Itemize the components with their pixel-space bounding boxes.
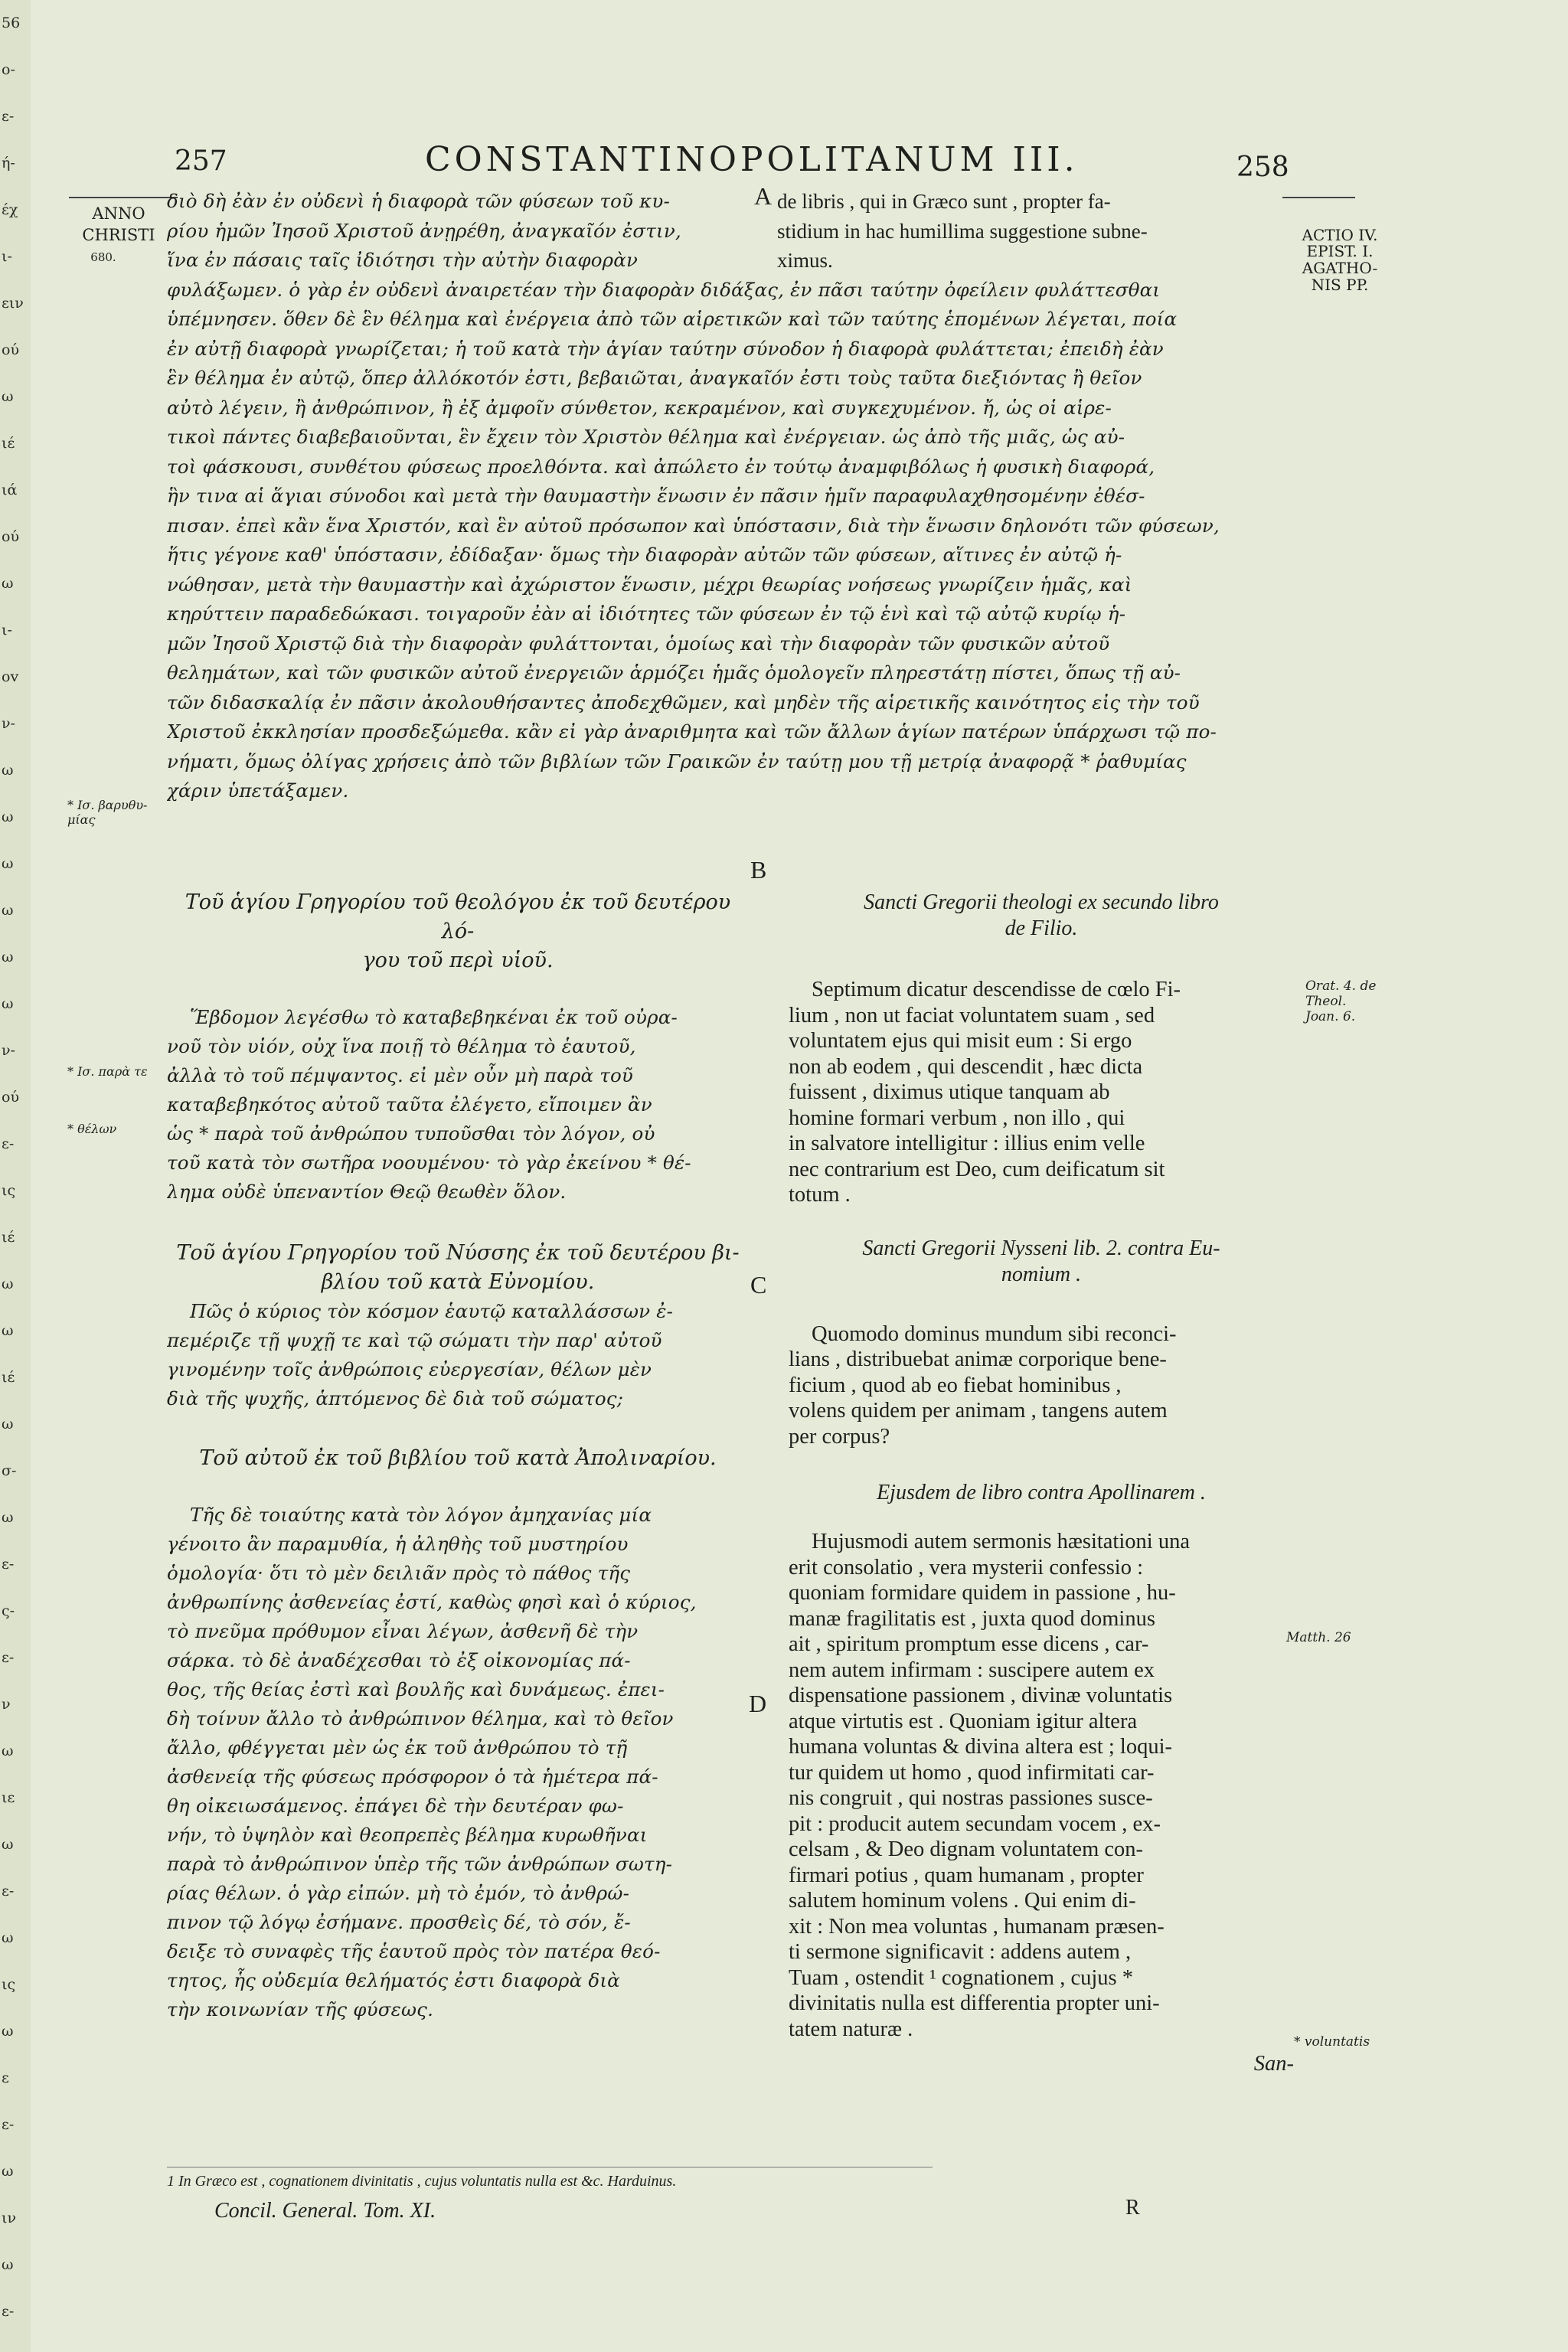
greek-text-line: λημα οὐδὲ ὑπεναντίον Θεῷ θεωθὲν ὅλον. bbox=[167, 1181, 567, 1203]
greek-text-line: κηρύττειν παραδεδώκασι. τοιγαροῦν ἐὰν αἱ ἰδιότητες τῶν φύσεων ἐν τῷ ἑνὶ καὶ τῷ αὐτῷ κυρίῳ ἡ- bbox=[167, 603, 1126, 625]
latin-text-line: atque virtutis est . Quoniam igitur altera bbox=[789, 1709, 1138, 1733]
prev-page-fragment: ω bbox=[2, 1276, 14, 1292]
prev-page-fragment: ω bbox=[2, 855, 14, 872]
latin-text-line: Tuam , ostendit ¹ cognationem , cujus * bbox=[789, 1965, 1134, 1990]
greek-text-line: νώθησαν, μετὰ τὴν θαυμαστὴν καὶ ἀχώριστον ἕνωσιν, μέχρι θεωρίας νοήσεως γνωρίζειν ἡμᾶς, καὶ bbox=[167, 573, 1132, 596]
greek-heading-line: Τοῦ ἁγίου Γρηγορίου τοῦ Νύσσης ἐκ τοῦ δευτέρου βι- bbox=[176, 1241, 740, 1265]
greek-text-line: Ἕβδομον λεγέσθω τὸ καταβεβηκέναι ἐκ τοῦ οὐρα- bbox=[190, 1006, 678, 1028]
latin-text-line: manæ fragilitatis est , juxta quod dominus bbox=[789, 1606, 1155, 1631]
section-letter-d: D bbox=[749, 1690, 767, 1717]
latin-text-line: pit : producit autem secundam vocem , ex- bbox=[789, 1811, 1161, 1836]
christi-label: CHRISTI bbox=[82, 226, 155, 244]
latin-paragraph-2 bbox=[789, 1321, 1294, 1450]
latin-text-line: nec contrarium est Deo, cum deificatum sit bbox=[789, 1157, 1165, 1181]
greek-text-line: γινομένην τοῖς ἀνθρώποις εὐεργεσίαν, θέλων μὲν bbox=[167, 1358, 652, 1380]
latin-text-line: firmari potius , quam humanam , propter bbox=[789, 1863, 1144, 1887]
latin-text-line: celsam , & Deo dignam voluntatem con- bbox=[789, 1838, 1143, 1861]
latin-text-line: quoniam formidare quidem in passione , hu- bbox=[789, 1581, 1176, 1605]
greek-text-line: γένοιτο ἂν παραμυθία, ἡ ἀληθὴς τοῦ μυστηρίου bbox=[167, 1533, 629, 1555]
latin-text-line: de libris , qui in Græco sunt , propter fa- bbox=[777, 190, 1111, 213]
book-page bbox=[31, 0, 1568, 2352]
latin-heading-line: nomium . bbox=[1001, 1262, 1082, 1286]
greek-text-line: ρίου ἡμῶν Ἰησοῦ Χριστοῦ ἀνῃρέθη, ἀναγκαῖόν ἐστιν, bbox=[167, 219, 681, 242]
prev-page-fragment: ω bbox=[2, 902, 14, 919]
prev-page-fragment: ω bbox=[2, 808, 14, 825]
greek-paragraph-2 bbox=[167, 1297, 749, 1413]
greek-text-line: χάριν ὑπετάξαμεν. bbox=[167, 779, 349, 802]
greek-heading-3: Τοῦ αὐτοῦ ἐκ τοῦ βιβλίου τοῦ κατὰ Ἀπολιναρίου. bbox=[199, 1446, 717, 1470]
latin-text-line: nem autem infirmam : suscipere autem ex bbox=[789, 1658, 1155, 1682]
margin-rule-left bbox=[69, 197, 178, 198]
prev-page-fragment: ω bbox=[2, 575, 14, 592]
greek-paragraph-1 bbox=[167, 1003, 749, 1207]
latin-text-line: ximus. bbox=[777, 249, 833, 272]
footnote: 1 In Græco est , cognationem divinitatis , cujus voluntatis nulla est &c. Harduinus. bbox=[167, 2173, 677, 2190]
greek-text-line: ρίας θέλων. ὁ γὰρ εἰπών. μὴ τὸ ἐμόν, τὸ ἀνθρώ- bbox=[167, 1882, 630, 1904]
greek-text-line: ἄλλο, φθέγγεται μὲν ὡς ἐκ τοῦ ἀνθρώπου τὸ τῇ bbox=[167, 1736, 628, 1759]
section-letter-b: B bbox=[750, 856, 767, 884]
greek-heading-line: βλίου τοῦ κατὰ Εὐνομίου. bbox=[321, 1270, 595, 1294]
prev-page-fragment: ω bbox=[2, 1509, 14, 1526]
margin-note-voluntatis: * voluntatis bbox=[1294, 2034, 1370, 2050]
margin-note-matth: Matth. 26 bbox=[1286, 1630, 1351, 1645]
greek-text-line: ἣν τινα αἱ ἅγιαι σύνοδοι καὶ μετὰ τὴν θαυμαστὴν ἕνωσιν ἐν πᾶσιν ἡμῖν παραφυλαχθησομένην ἐθέσ- bbox=[167, 485, 1145, 507]
greek-text-line: νήν, τὸ ὑψηλὸν καὶ θεοπρεπὲς βέλημα κυρωθῆναι bbox=[167, 1824, 648, 1846]
greek-text-line: διὸ δὴ ἐὰν ἐν οὐδενὶ ἡ διαφορὰ τῶν φύσεων τοῦ κυ- bbox=[167, 190, 670, 212]
prev-page-fragment: ω bbox=[2, 1836, 14, 1853]
prev-page-fragment: ιε bbox=[2, 1789, 15, 1806]
prev-page-fragment: ε- bbox=[2, 2116, 15, 2133]
latin-text-line: ait , spiritum promptum esse dicens , car- bbox=[789, 1632, 1149, 1656]
latin-text-line: humana voluntas & divina altera est ; loqui- bbox=[789, 1735, 1173, 1759]
prev-page-fragment: ω bbox=[2, 1929, 14, 1946]
greek-text-line: Χριστοῦ ἐκκλησίαν προσδεξώμεθα. κἂν εἰ γὰρ ἀναριθμητα καὶ τῶν ἄλλων ἁγίων πατέρων ὑπάρχωσι τῷ πο- bbox=[167, 720, 1217, 743]
latin-paragraph-3 bbox=[789, 1529, 1294, 2042]
anno-label: ANNO bbox=[92, 204, 145, 223]
prev-page-fragment: σ- bbox=[2, 1462, 17, 1479]
greek-text-line: Τῆς δὲ τοιαύτης κατὰ τὸν λόγον ἀμηχανίας μία bbox=[190, 1504, 652, 1526]
latin-text-line: dispensatione passionem , divinæ voluntatis bbox=[789, 1684, 1173, 1707]
prev-page-fragment: ιν bbox=[2, 2210, 16, 2226]
margin-note-c: * θέλων bbox=[67, 1122, 117, 1136]
greek-column bbox=[167, 888, 749, 2024]
greek-text-line: τοὶ φάσκουσι, συνθέτου φύσεως προελθόντα. καὶ ἀπώλετο ἐν τούτῳ ἀναμφιβόλως ἡ φυσικὴ διαφορά, bbox=[167, 455, 1155, 478]
greek-text-line: σάρκα. τὸ δὲ ἀναδέχεσθαι τὸ ἐξ οἰκονομίας πά- bbox=[167, 1649, 631, 1671]
latin-text-line: fuissent , diximus utique tanquam ab bbox=[789, 1080, 1110, 1104]
prev-page-fragment: ν- bbox=[2, 1042, 15, 1059]
section-letter-a: A bbox=[754, 182, 773, 210]
epist-label: EPIST. I. bbox=[1306, 242, 1374, 260]
greek-text-line: νοῦ τὸν υἱόν, οὐχ ἵνα ποιῇ τὸ θέλημα τὸ ἑαυτοῦ, bbox=[167, 1035, 636, 1057]
greek-text-line: δειξε τὸ συναφὲς τῆς ἑαυτοῦ πρὸς τὸν πατέρα θεό- bbox=[167, 1940, 661, 1962]
latin-text-line: homine formari verbum , non illo , qui bbox=[789, 1106, 1125, 1130]
prev-page-fragment: έχ bbox=[2, 201, 18, 218]
prev-page-fragment: ω bbox=[2, 1416, 14, 1432]
nis-label: NIS PP. bbox=[1311, 276, 1369, 294]
latin-text-line: salutem hominum volens . Qui enim di- bbox=[789, 1889, 1136, 1913]
latin-text-line: stidium in hac humillima suggestione subne- bbox=[777, 219, 1148, 243]
greek-text-line: φυλάξωμεν. ὁ γὰρ ἐν οὐδενὶ ἀναιρετέαν τὴν διαφορὰν διδάξας, ἐν πᾶσι ταύτην ὀφείλειν φυλάττεσθαι bbox=[167, 278, 1161, 301]
prev-page-fragment: ιέ bbox=[2, 1369, 15, 1386]
greek-text-line: τῶν διδασκαλίᾳ ἐν πᾶσιν ἀκολουθήσαντες ἀποδεχθῶμεν, καὶ μηδὲν τῆς αἱρετικῆς καινότητος εἰς τὴν τοῦ bbox=[167, 691, 1200, 714]
greek-text-line: τικοὶ πάντες διαβεβαιοῦνται, ἓν ἔχειν τὸν Χριστὸν θέλημα καὶ ἐνέργειαν. ὡς ἀπὸ τῆς μιᾶς, ὡς αὐ- bbox=[167, 426, 1125, 448]
greek-text-line: πισαν. ἐπεὶ κἂν ἕνα Χριστόν, καὶ ἓν αὐτοῦ πρόσωπον καὶ ὑπόστασιν, διὰ τὴν ἕνωσιν δηλονότι τῶν φύσεων, bbox=[167, 514, 1220, 537]
latin-text-line: in salvatore intelligitur : illius enim velle bbox=[789, 1132, 1145, 1155]
prev-page-fragment: ε- bbox=[2, 2303, 15, 2320]
greek-text-line: ἀσθενείᾳ τῆς φύσεως πρόσφορον ὁ τὰ ἡμέτερα πά- bbox=[167, 1766, 658, 1788]
greek-heading-1 bbox=[167, 888, 749, 975]
latin-heading-line: de Filio. bbox=[1004, 916, 1078, 940]
volume-label: Concil. General. Tom. XI. bbox=[214, 2199, 436, 2223]
greek-text-line: τὸ πνεῦμα πρόθυμον εἶναι λέγων, ἀσθενῆ δὲ τὴν bbox=[167, 1620, 639, 1642]
top-greek-block bbox=[167, 187, 1289, 806]
greek-text-line: θελημάτων, καὶ τῶν φυσικῶν αὐτοῦ ἐνεργειῶν ἁρμόζει ἡμᾶς ὁμολογεῖν πληρεστάτῃ πίστει, ὅπως τῇ αὐ- bbox=[167, 662, 1181, 684]
latin-paragraph-1 bbox=[789, 977, 1294, 1208]
greek-text-line: Πῶς ὁ κύριος τὸν κόσμον ἑαυτῷ καταλλάσσων ἐ- bbox=[190, 1300, 674, 1322]
prev-page-fragment: ε- bbox=[2, 1649, 15, 1666]
prev-page-fragment: ε- bbox=[2, 1556, 15, 1573]
prev-page-fragment: ν bbox=[2, 1696, 11, 1713]
greek-text-line: ὡς * παρὰ τοῦ ἀνθρώπου τυποῦσθαι τὸν λόγον, οὐ bbox=[167, 1122, 655, 1145]
prev-page-fragment: 56 bbox=[2, 15, 21, 31]
greek-text-line: μῶν Ἰησοῦ Χριστῷ διὰ τὴν διαφορὰν φυλάττονται, ὁμοίως καὶ τὴν διαφορὰν τῶν φυσικῶν αὐτοῦ bbox=[167, 632, 1110, 655]
latin-text-line: lium , non ut faciat voluntatem suam , sed bbox=[789, 1003, 1155, 1027]
prev-page-fragment: o- bbox=[2, 61, 15, 78]
prev-page-fragment: ε- bbox=[2, 1883, 15, 1900]
greek-text-line: καταβεβηκότος αὐτοῦ ταῦτα ἐλέγετο, εἴποιμεν ἂν bbox=[167, 1093, 652, 1116]
prev-page-fragment: ω bbox=[2, 1322, 14, 1339]
latin-text-line: divinitatis nulla est differentia propter uni- bbox=[789, 1991, 1160, 2015]
margin-rule-right bbox=[1282, 197, 1355, 198]
greek-text-line: ὑπέμνησεν. ὅθεν δὲ ἓν θέλημα καὶ ἐνέργεια ἀπὸ τῶν αἱρετικῶν καὶ τῶν ταύτης ἑπομένων λέγεται, ποία bbox=[167, 308, 1178, 330]
greek-text-line: πινον τῷ λόγῳ ἐσήμανε. προσθεὶς δέ, τὸ σόν, ἔ- bbox=[167, 1911, 631, 1933]
greek-heading-line: γου τοῦ περὶ υἱοῦ. bbox=[362, 949, 554, 972]
greek-text-line: διὰ τῆς ψυχῆς, ἁπτόμενος δὲ διὰ τοῦ σώματος; bbox=[167, 1387, 624, 1410]
latin-heading-line: Sancti Gregorii Nysseni lib. 2. contra Eu- bbox=[862, 1236, 1220, 1260]
latin-text-line: non ab eodem , qui descendit , hæc dicta bbox=[789, 1054, 1143, 1079]
greek-text-line: τητος, ἧς οὐδεμία θελήματός ἐστι διαφορὰ διὰ bbox=[167, 1969, 620, 1991]
latin-text-line: per corpus? bbox=[789, 1424, 890, 1449]
prev-page-fragment: ω bbox=[2, 2256, 14, 2273]
greek-text-line: ἀλλὰ τὸ τοῦ πέμψαντος. εἰ μὲν οὖν μὴ παρὰ τοῦ bbox=[167, 1064, 634, 1086]
prev-page-fragment: ω bbox=[2, 388, 14, 405]
margin-note-a: * Ισ. βαρυθυ-μίας bbox=[67, 798, 148, 827]
latin-heading-1 bbox=[789, 890, 1294, 942]
greek-paragraph-3 bbox=[167, 1501, 749, 2024]
latin-text-line: Hujusmodi autem sermonis hæsitationi una bbox=[812, 1530, 1190, 1553]
prev-page-fragment: ή- bbox=[2, 155, 15, 172]
greek-text-line: τὴν κοινωνίαν τῆς φύσεως. bbox=[167, 1998, 434, 2020]
latin-text-line: volens quidem per animam , tangens autem bbox=[789, 1399, 1168, 1423]
margin-note-orat: Orat. 4. de Theol. Joan. 6. bbox=[1305, 978, 1377, 1024]
prev-page-fragment: ω bbox=[2, 949, 14, 965]
prev-page-fragment: ις bbox=[2, 1182, 16, 1199]
catchword: San- bbox=[1253, 2052, 1294, 2076]
prev-page-fragment: ω bbox=[2, 2023, 14, 2040]
latin-text-line: xit : Non mea voluntas , humanam præsen- bbox=[789, 1914, 1165, 1939]
running-title: CONSTANTINOPOLITANUM III. bbox=[425, 140, 1079, 179]
prev-page-fragment: ε- bbox=[2, 108, 15, 125]
prev-page-fragment: ω bbox=[2, 762, 14, 779]
prev-page-fragment: ού bbox=[2, 528, 19, 545]
prev-page-fragment: ν- bbox=[2, 715, 15, 732]
greek-text-line: ἥτις γέγονε καθ' ὑπόστασιν, ἐδίδαξαν· ὅμως τὴν διαφορὰν αὐτῶν τῶν φύσεων, αἵτινες ἐν αὐτῷ ἡ- bbox=[167, 544, 1122, 566]
latin-heading-3: Ejusdem de libro contra Apollinarem . bbox=[877, 1481, 1206, 1504]
prev-page-fragment: ι- bbox=[2, 248, 12, 265]
top-latin-block bbox=[777, 187, 1275, 276]
greek-text-line: παρὰ τὸ ἀνθρώπινον ὑπὲρ τῆς τῶν ἀνθρώπων σωτη- bbox=[167, 1853, 673, 1875]
prev-page-fragment: ις bbox=[2, 1976, 16, 1993]
latin-text-line: ficium , quod ab eo fiebat hominibus , bbox=[789, 1373, 1122, 1397]
prev-page-fragment: ειν bbox=[2, 295, 24, 312]
prev-page-fragment: ω bbox=[2, 2163, 14, 2180]
prev-page-fragment: ς- bbox=[2, 1602, 15, 1619]
prev-page-fragment: ω bbox=[2, 995, 14, 1012]
latin-text-line: voluntatem ejus qui misit eum : Si ergo bbox=[789, 1029, 1132, 1053]
prev-page-fragment: ού bbox=[2, 1089, 19, 1106]
greek-heading-2 bbox=[167, 1239, 749, 1297]
prev-page-fragment: ov bbox=[2, 668, 19, 685]
year-label: 680. bbox=[90, 250, 116, 264]
latin-text-line: Septimum dicatur descendisse de cœlo Fi- bbox=[812, 978, 1181, 1001]
prev-page-fragment: ι- bbox=[2, 622, 12, 639]
page-number-right: 258 bbox=[1236, 152, 1289, 183]
page-number-left: 257 bbox=[175, 145, 227, 177]
greek-text-line: αὐτὸ λέγειν, ἢ ἀνθρώπινον, ἢ ἐξ ἀμφοῖν σύνθετον, κεκραμένον, καὶ συγκεχυμένον. ἤ, ὡς οἱ αἱρε- bbox=[167, 396, 1112, 419]
latin-text-line: Quomodo dominus mundum sibi reconci- bbox=[812, 1321, 1177, 1346]
greek-text-line: δὴ τοίνυν ἄλλο τὸ ἀνθρώπινον θέλημα, καὶ τὸ θεῖον bbox=[167, 1707, 674, 1730]
latin-heading-2 bbox=[789, 1236, 1294, 1288]
greek-text-line: ὁμολογία· ὅτι τὸ μὲν δειλιᾶν πρὸς τὸ πάθος τῆς bbox=[167, 1562, 631, 1584]
signature-mark: R bbox=[1125, 2196, 1140, 2220]
section-letter-c: C bbox=[750, 1271, 767, 1298]
greek-text-line: ἓν θέλημα ἐν αὐτῷ, ὅπερ ἀλλόκοτόν ἐστι, βεβαιῶται, ἀναγκαῖόν ἐστι τοὺς ταῦτα διεξιόντας ἢ θεῖον bbox=[167, 367, 1142, 389]
previous-page-strip bbox=[0, 0, 31, 2352]
prev-page-fragment: ε bbox=[2, 2069, 9, 2086]
latin-text-line: nis congruit , qui nostras passiones susce- bbox=[789, 1786, 1153, 1810]
latin-text-line: erit consolatio , vera mysterii confessio : bbox=[789, 1555, 1143, 1579]
greek-text-line: ἀνθρωπίνης ἀσθενείας ἐστί, καθὼς φησὶ καὶ ὁ κύριος, bbox=[167, 1591, 697, 1613]
latin-text-line: tur quidem ut homo , quod infirmitati car- bbox=[789, 1760, 1155, 1785]
margin-note-b: * Ισ. παρὰ τε bbox=[67, 1064, 148, 1079]
greek-text-line: ἵνα ἐν πάσαις ταῖς ἰδιότησι τὴν αὐτὴν διαφορὰν bbox=[167, 249, 639, 271]
prev-page-fragment: ού bbox=[2, 341, 19, 358]
latin-text-line: tatem naturæ . bbox=[789, 2017, 913, 2041]
prev-page-fragment: ιέ bbox=[2, 1229, 15, 1246]
greek-text-line: θος, τῆς θείας ἐστὶ καὶ βουλῆς καὶ δυνάμεως. ἐπει- bbox=[167, 1678, 665, 1700]
latin-text-line: lians , distribuebat animæ corporique bene- bbox=[789, 1348, 1167, 1371]
greek-text-line: νήματι, ὅμως ὀλίγας χρήσεις ἀπὸ τῶν βιβλίων τῶν Γραικῶν ἐν ταύτῃ μου τῇ μετρίᾳ ἀναφορᾷ * ῥαθυμίας bbox=[167, 750, 1187, 773]
greek-heading-line: Τοῦ ἁγίου Γρηγορίου τοῦ θεολόγου ἐκ τοῦ δευτέρου λό- bbox=[185, 890, 731, 943]
prev-page-fragment: ω bbox=[2, 1743, 14, 1759]
latin-text-line: totum . bbox=[789, 1183, 851, 1207]
greek-text-line: ἐν αὐτῇ διαφορὰ γνωρίζεται; ἡ τοῦ κατὰ τὴν ἁγίαν ταύτην σύνοδον ἡ διαφορὰ φυλάττεται; ἐπειδὴ ἐὰν bbox=[167, 337, 1164, 360]
actio-label: ACTIO IV. bbox=[1302, 226, 1378, 244]
prev-page-fragment: ιά bbox=[2, 482, 18, 498]
latin-heading-line: Sancti Gregorii theologi ex secundo libro bbox=[864, 890, 1219, 914]
prev-page-fragment: ιέ bbox=[2, 435, 15, 452]
agatho-label: AGATHO- bbox=[1302, 259, 1378, 277]
greek-text-line: τοῦ κατὰ τὸν σωτῆρα νοουμένου· τὸ γὰρ ἐκείνου * θέ- bbox=[167, 1152, 691, 1174]
latin-text-line: ti sermone significavit : addens autem , bbox=[789, 1940, 1132, 1964]
greek-text-line: πεμέριζε τῇ ψυχῇ τε καὶ τῷ σώματι τὴν παρ' αὐτοῦ bbox=[167, 1329, 662, 1351]
latin-column bbox=[789, 890, 1294, 2077]
greek-text-line: θη οἰκειωσάμενος. ἐπάγει δὲ τὴν δευτέραν φω- bbox=[167, 1795, 624, 1817]
prev-page-fragment: ε- bbox=[2, 1135, 15, 1152]
